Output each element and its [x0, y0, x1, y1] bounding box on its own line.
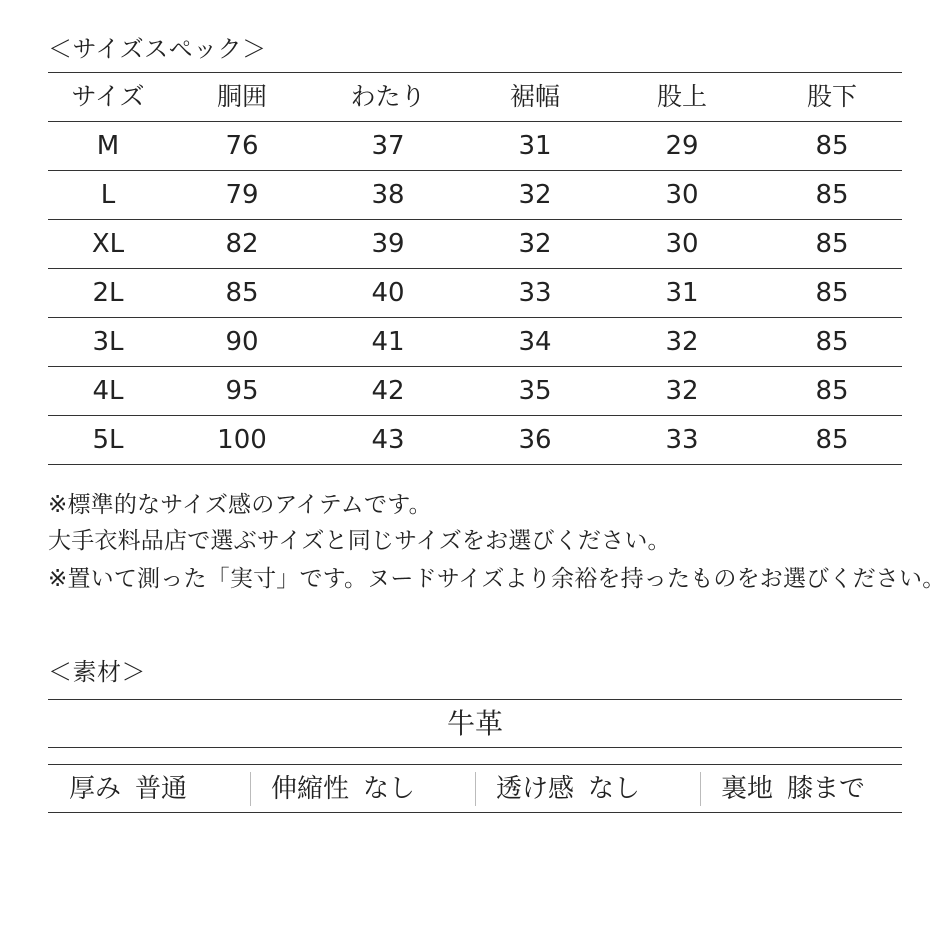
- cell-hem-width: 33: [518, 278, 552, 308]
- note-standard-fit: ※標準的なサイズ感のアイテムです。: [48, 492, 432, 518]
- note-actual-measurement: ※置いて測った「実寸」です。ヌードサイズより余裕を持ったものをお選びください。: [48, 566, 946, 592]
- cell-size: 2L: [92, 278, 124, 308]
- size-spec-heading: ＜サイズスペック＞: [48, 35, 267, 63]
- cell-thigh: 39: [371, 229, 405, 259]
- cell-size: L: [100, 180, 116, 210]
- attribute-lining: [721, 765, 865, 813]
- cell-hem-width: 34: [518, 327, 552, 357]
- cell-thigh: 41: [371, 327, 405, 357]
- cell-hem-width: 32: [518, 229, 552, 259]
- cell-inseam: 85: [815, 425, 849, 455]
- attribute-label: 厚み: [69, 774, 122, 804]
- table-row: [48, 269, 902, 318]
- cell-thigh: 42: [371, 376, 405, 406]
- cell-waist: 95: [225, 376, 259, 406]
- cell-rise: 30: [665, 229, 699, 259]
- attribute-separator: [250, 772, 251, 806]
- size-table-header: [48, 72, 902, 121]
- material-value: 牛革: [446, 707, 503, 740]
- attribute-separator: [700, 772, 701, 806]
- cell-inseam: 85: [815, 376, 849, 406]
- table-row: [48, 220, 902, 269]
- cell-size: 5L: [92, 425, 124, 455]
- cell-waist: 100: [217, 425, 267, 455]
- attribute-separator: [475, 772, 476, 806]
- attribute-label: 裏地: [721, 774, 774, 804]
- attribute-stretch: [271, 765, 415, 813]
- cell-hem-width: 32: [518, 180, 552, 210]
- attribute-value: 膝まで: [787, 774, 866, 804]
- attribute-sheerness: [496, 765, 640, 813]
- attribute-value: なし: [363, 774, 416, 804]
- cell-inseam: 85: [815, 131, 849, 161]
- material-attributes: [48, 765, 902, 813]
- cell-inseam: 85: [815, 278, 849, 308]
- cell-size: M: [96, 131, 120, 161]
- cell-rise: 33: [665, 425, 699, 455]
- table-row: [48, 171, 902, 220]
- table-row: [48, 416, 902, 465]
- table-row: [48, 318, 902, 367]
- column-header-size: サイズ: [71, 82, 145, 111]
- column-header-waist: 胴囲: [216, 82, 267, 111]
- cell-rise: 30: [665, 180, 699, 210]
- table-row: [48, 367, 902, 416]
- cell-waist: 85: [225, 278, 259, 308]
- column-header-thigh: わたり: [350, 82, 426, 111]
- cell-rise: 32: [665, 376, 699, 406]
- cell-hem-width: 35: [518, 376, 552, 406]
- attribute-value: 普通: [135, 774, 188, 804]
- column-header-inseam: 股下: [806, 82, 857, 111]
- cell-hem-width: 36: [518, 425, 552, 455]
- cell-inseam: 85: [815, 229, 849, 259]
- cell-inseam: 85: [815, 180, 849, 210]
- cell-thigh: 43: [371, 425, 405, 455]
- attribute-value: なし: [588, 774, 641, 804]
- cell-size: XL: [91, 229, 125, 259]
- cell-waist: 90: [225, 327, 259, 357]
- note-size-selection: 大手衣料品店で選ぶサイズと同じサイズをお選びください。: [48, 528, 671, 554]
- attribute-label: 透け感: [496, 774, 575, 804]
- column-header-rise: 股上: [656, 82, 707, 111]
- cell-thigh: 37: [371, 131, 405, 161]
- cell-size: 3L: [92, 327, 124, 357]
- cell-thigh: 38: [371, 180, 405, 210]
- cell-waist: 76: [225, 131, 259, 161]
- cell-waist: 79: [225, 180, 259, 210]
- table-row: [48, 122, 902, 171]
- cell-inseam: 85: [815, 327, 849, 357]
- cell-thigh: 40: [371, 278, 405, 308]
- cell-hem-width: 31: [518, 131, 552, 161]
- cell-rise: 31: [665, 278, 699, 308]
- attribute-thickness: [69, 765, 187, 813]
- cell-size: 4L: [92, 376, 124, 406]
- material-heading: ＜素材＞: [48, 658, 146, 686]
- cell-waist: 82: [225, 229, 259, 259]
- cell-rise: 32: [665, 327, 699, 357]
- attribute-label: 伸縮性: [271, 774, 350, 804]
- cell-rise: 29: [665, 131, 699, 161]
- column-header-hem-width: 裾幅: [509, 82, 560, 111]
